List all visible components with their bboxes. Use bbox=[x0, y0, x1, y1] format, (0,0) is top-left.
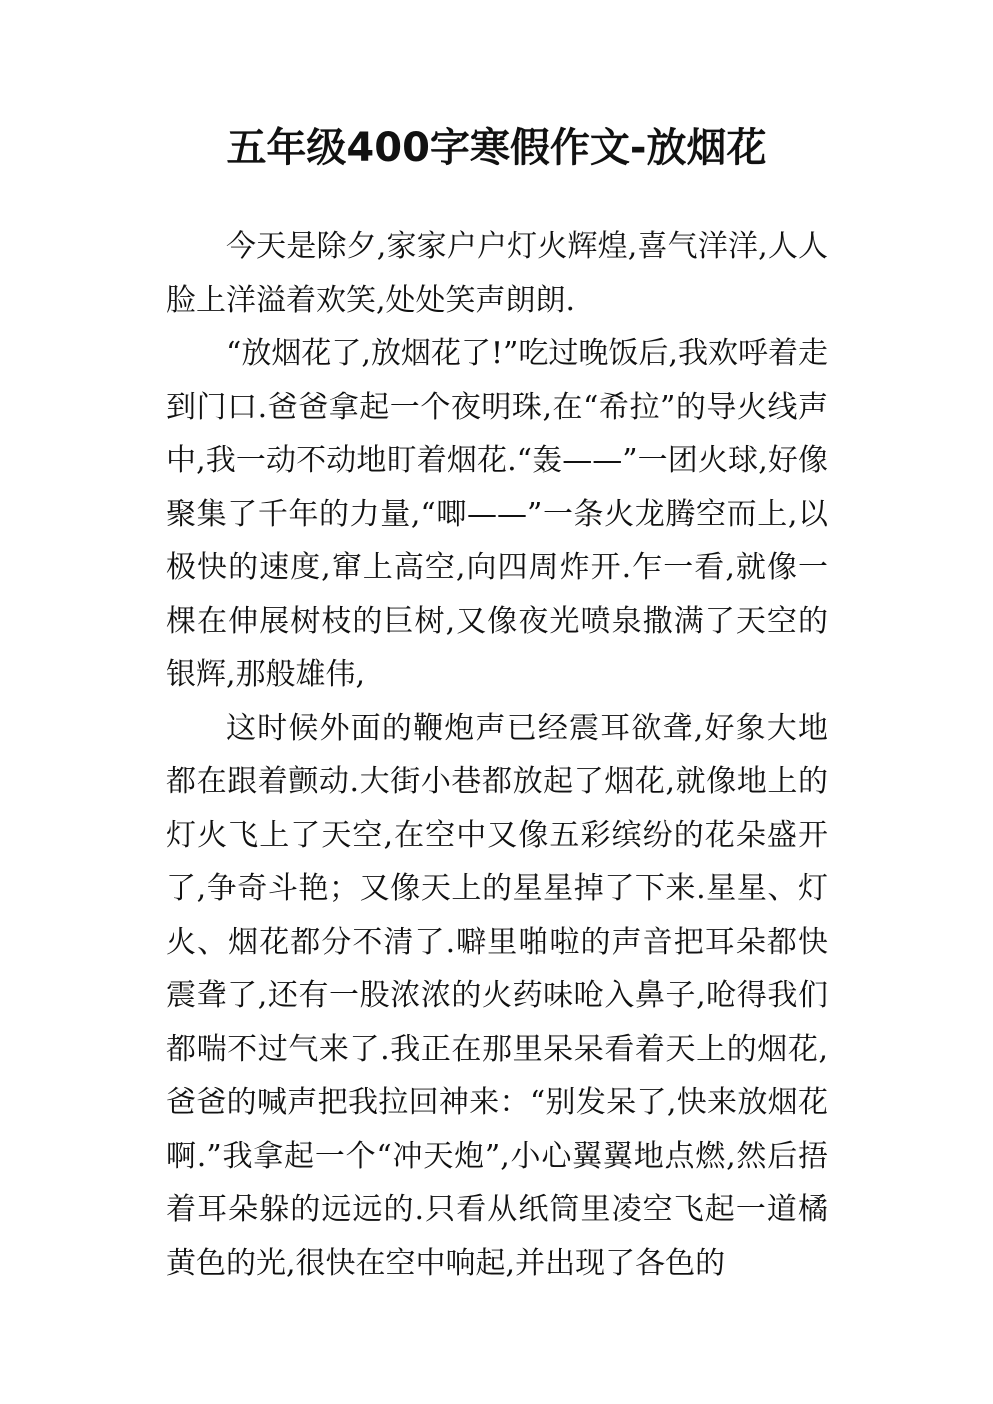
paragraph-1: 今天是除夕,家家户户灯火辉煌,喜气洋洋,人人脸上洋溢着欢笑,处处笑声朗朗. bbox=[166, 229, 828, 318]
paragraph-2: “放烟花了,放烟花了!”吃过晚饭后,我欢呼着走到门口.爸爸拿起一个夜明珠,在“希拉”的导火线声中,我一动不动地盯着烟花.“轰——”一团火球,好像聚集了千年的力量,“唧——”一条火龙腾空而上,以极快的速度,窜上高空,向四周炸开.乍一看,就像一棵在伸展树枝的巨树,又像夜光喷泉撒满了天空的银辉,那般雄伟, bbox=[166, 336, 828, 692]
paragraph-3: 这时候外面的鞭炮声已经震耳欲聋,好象大地都在跟着颤动.大街小巷都放起了烟花,就像地上的灯火飞上了天空,在空中又像五彩缤纷的花朵盛开了,争奇斗艳；又像天上的星星掉了下来.星星、灯火、烟花都分不清了.噼里啪啦的声音把耳朵都快震聋了,还有一股浓浓的火药味呛入鼻子,呛得我们都喘不过气来了.我正在那里呆呆看着天上的烟花,爸爸的喊声把我拉回神来：“别发呆了,快来放烟花啊.”我拿起一个“冲天炮”,小心翼翼地点燃,然后捂着耳朵躲的远远的.只看从纸筒里凌空飞起一道橘黄色的光,很快在空中响起,并出现了各色的 bbox=[166, 710, 828, 1281]
document-title: 五年级400字寒假作文-放烟花 bbox=[226, 125, 767, 171]
document-body bbox=[166, 220, 828, 1290]
